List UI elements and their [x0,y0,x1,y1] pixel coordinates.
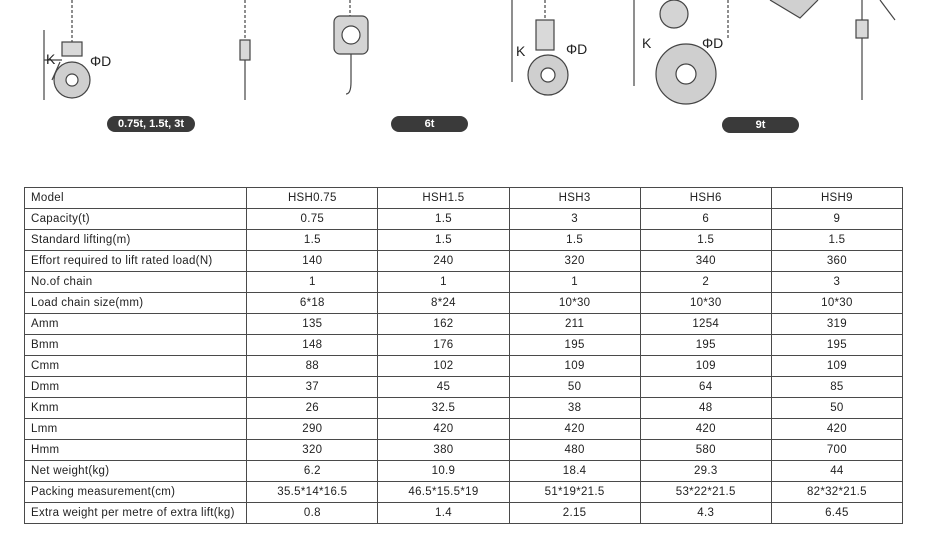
header-cell: HSH9 [771,188,902,209]
table-cell: 1 [509,272,640,293]
table-cell: 102 [378,356,509,377]
table-cell: 6.45 [771,503,902,524]
table-cell: 1.5 [247,230,378,251]
table-cell: 38 [509,398,640,419]
table-cell: 0.75 [247,209,378,230]
table-header-row [25,188,903,209]
table-cell: 1 [247,272,378,293]
table-cell: 1.5 [378,209,509,230]
table-row [25,209,903,230]
phi-d-label-small: ΦD [90,53,112,69]
table-cell: 320 [247,440,378,461]
table-cell: 1.4 [378,503,509,524]
table-cell: 195 [771,335,902,356]
table-cell: 0.8 [247,503,378,524]
table-cell: 51*19*21.5 [509,482,640,503]
k-label-mid: K [516,43,526,59]
table-cell: 700 [771,440,902,461]
table-cell: 240 [378,251,509,272]
table-row [25,440,903,461]
table-cell: 360 [771,251,902,272]
table-row [25,482,903,503]
table-cell: 6*18 [247,293,378,314]
table-cell: 148 [247,335,378,356]
phi-d-label-mid: ΦD [566,41,588,57]
table-cell: 1.5 [640,230,771,251]
table-cell: 109 [509,356,640,377]
row-label: Capacity(t) [25,209,247,230]
table-row [25,356,903,377]
large-hoist-drawing [634,0,895,104]
table-cell: 2 [640,272,771,293]
table-cell: 50 [771,398,902,419]
table-cell: 195 [509,335,640,356]
table-cell: 53*22*21.5 [640,482,771,503]
k-label-large: K [642,35,652,51]
table-row [25,251,903,272]
header-cell: HSH0.75 [247,188,378,209]
row-label: Cmm [25,356,247,377]
row-label: Hmm [25,440,247,461]
row-label: Net weight(kg) [25,461,247,482]
capacity-badge-small: 0.75t, 1.5t, 3t [107,116,195,132]
table-cell: 10*30 [640,293,771,314]
table-row [25,419,903,440]
table-cell: 10*30 [771,293,902,314]
header-cell: HSH3 [509,188,640,209]
table-cell: 1.5 [771,230,902,251]
table-cell: 340 [640,251,771,272]
table-cell: 32.5 [378,398,509,419]
table-cell: 420 [771,419,902,440]
table-cell: 135 [247,314,378,335]
row-label: Extra weight per metre of extra lift(kg) [25,503,247,524]
table-cell: 45 [378,377,509,398]
table-cell: 580 [640,440,771,461]
table-cell: 195 [640,335,771,356]
table-cell: 85 [771,377,902,398]
table-cell: 211 [509,314,640,335]
table-cell: 1.5 [378,230,509,251]
table-cell: 18.4 [509,461,640,482]
table-cell: 420 [378,419,509,440]
table-cell: 46.5*15.5*19 [378,482,509,503]
table-cell: 290 [247,419,378,440]
row-label: Amm [25,314,247,335]
table-cell: 88 [247,356,378,377]
table-cell: 6.2 [247,461,378,482]
table-row [25,398,903,419]
table-cell: 29.3 [640,461,771,482]
table-cell: 82*32*21.5 [771,482,902,503]
row-label: Kmm [25,398,247,419]
table-row [25,272,903,293]
row-label: No.of chain [25,272,247,293]
row-label: Bmm [25,335,247,356]
table-cell: 3 [771,272,902,293]
table-cell: 4.3 [640,503,771,524]
table-cell: 9 [771,209,902,230]
row-label: Packing measurement(cm) [25,482,247,503]
phi-d-label-large: ΦD [702,35,724,51]
k-label-small: K [46,51,56,67]
table-cell: 50 [509,377,640,398]
table-cell: 140 [247,251,378,272]
capacity-badge-mid: 6t [391,116,468,132]
table-cell: 44 [771,461,902,482]
table-row [25,503,903,524]
row-label: Dmm [25,377,247,398]
table-cell: 64 [640,377,771,398]
table-cell: 420 [509,419,640,440]
table-cell: 26 [247,398,378,419]
table-cell: 2.15 [509,503,640,524]
table-cell: 319 [771,314,902,335]
table-row [25,335,903,356]
row-label: Load chain size(mm) [25,293,247,314]
table-cell: 1 [378,272,509,293]
table-cell: 1.5 [509,230,640,251]
table-cell: 10*30 [509,293,640,314]
row-label: Effort required to lift rated load(N) [25,251,247,272]
table-cell: 8*24 [378,293,509,314]
table-cell: 480 [509,440,640,461]
table-row [25,293,903,314]
table-cell: 35.5*14*16.5 [247,482,378,503]
table-cell: 380 [378,440,509,461]
spec-table [24,187,903,524]
table-row [25,314,903,335]
row-label: Standard lifting(m) [25,230,247,251]
table-cell: 3 [509,209,640,230]
header-cell: HSH1.5 [378,188,509,209]
small-hoist-drawing [44,0,90,100]
table-row [25,377,903,398]
table-cell: 1254 [640,314,771,335]
capacity-badge-large: 9t [722,117,799,133]
table-row [25,461,903,482]
table-cell: 10.9 [378,461,509,482]
table-row [25,230,903,251]
mid-hoist-drawing [334,0,368,94]
table-cell: 109 [640,356,771,377]
table-cell: 420 [640,419,771,440]
small-hoist-side-drawing [240,0,250,100]
table-cell: 6 [640,209,771,230]
header-label: Model [25,188,247,209]
table-cell: 176 [378,335,509,356]
table-cell: 48 [640,398,771,419]
header-cell: HSH6 [640,188,771,209]
table-cell: 109 [771,356,902,377]
table-cell: 320 [509,251,640,272]
row-label: Lmm [25,419,247,440]
table-cell: 37 [247,377,378,398]
table-cell: 162 [378,314,509,335]
